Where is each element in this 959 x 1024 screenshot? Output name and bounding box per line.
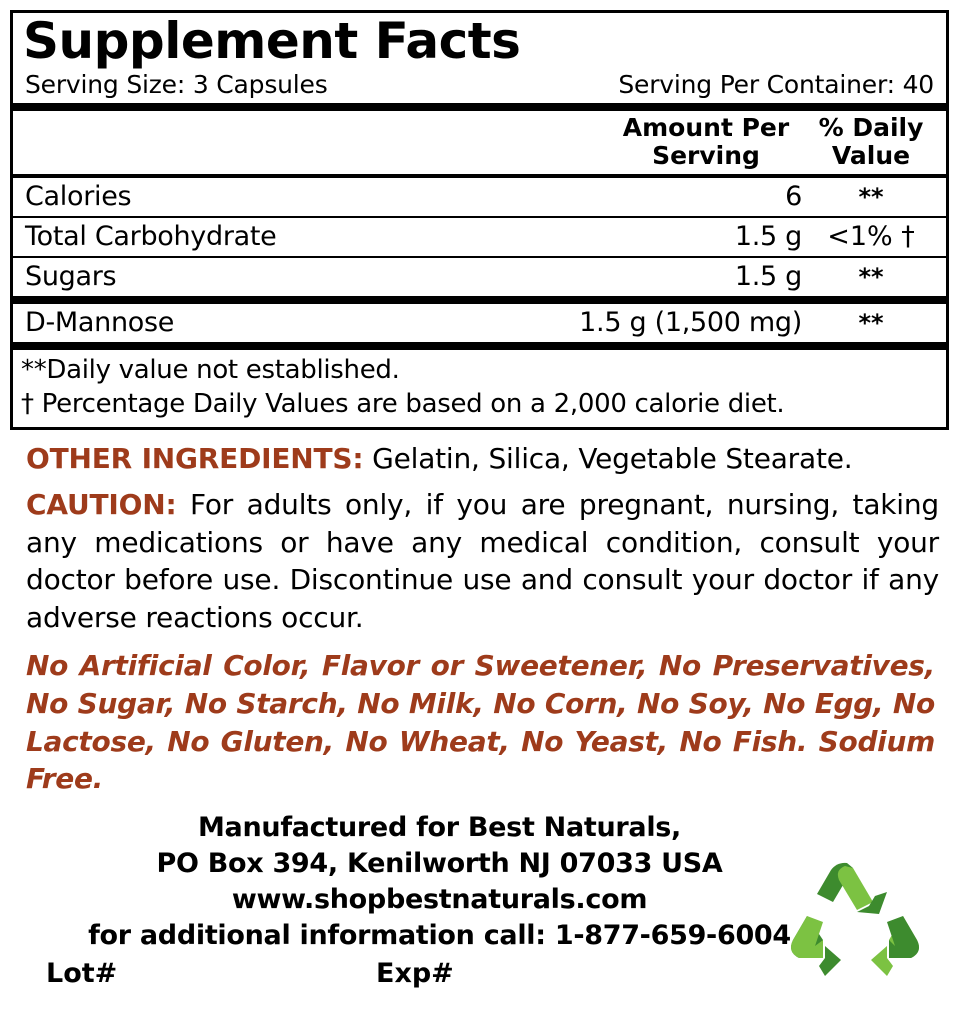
caution-label: CAUTION: [26,487,177,521]
dv-header-line2: Value [831,140,911,170]
nutrient-amount: 1.5 g [734,220,802,252]
other-ingredients-text: Gelatin, Silica, Vegetable Stearate. [363,442,853,476]
manufacturer-name: Manufactured for Best Naturals, [197,812,682,844]
dv-header-line1: % Daily [818,112,924,142]
divider-thick-top [13,103,946,111]
footnote-daily-value: **Daily value not established. [21,354,400,385]
servings-per-container: Serving Per Container: 40 [618,69,934,99]
other-ingredients [10,430,949,476]
nutrient-name: Sugars [25,260,117,292]
amount-header-line1: Amount Per [622,112,790,142]
amount-header-line2: Serving [652,140,760,170]
daily-value-header [806,114,936,170]
nutrient-name: Calories [25,180,132,212]
manufacturer-phone: for additional information call: 1-877-659-6004 [88,919,791,951]
manufacturer-website: www.shopbestnaturals.com [231,883,648,915]
other-ingredients-label: OTHER INGREDIENTS: [26,442,364,476]
serving-size: Serving Size: 3 Capsules [25,69,328,99]
panel-title: Supplement Facts [23,12,521,70]
footnote-percentage: † Percentage Daily Values are based on a 2,000 calorie diet. [21,388,785,419]
nutrient-dv: ** [858,308,884,337]
nutrient-dv: ** [858,182,884,211]
lot-number-label: Lot# [46,957,118,989]
table-row-highlight [13,304,946,342]
nutrient-amount: 1.5 g [734,260,802,292]
free-from-claims: No Artificial Color, Flavor or Sweetener, No Preservatives, No Sugar, No Starch, No Milk, No Corn, No Soy, No Egg, No Lactose, No Gluten, No Wheat, No Yeast, No Fish. Sodium Free. [26,648,935,796]
caution-block [10,476,949,637]
divider-above-highlight [13,296,946,304]
serving-info-row [13,68,946,103]
exp-date-label: Exp# [376,957,454,989]
column-headers [13,111,946,174]
supplement-facts-panel [10,10,949,430]
nutrient-dv: <1% † [827,220,915,252]
table-row [13,258,946,296]
nutrient-name: D-Mannose [25,306,175,338]
nutrient-dv: ** [858,262,884,291]
panel-footnotes [13,350,946,428]
nutrient-amount: 6 [785,180,802,212]
table-row [13,178,946,216]
manufacturer-address: PO Box 394, Kenilworth NJ 07033 USA [156,848,723,879]
nutrient-name: Total Carbohydrate [25,220,277,252]
recycle-icon [775,862,935,982]
divider-below-highlight [13,342,946,350]
caution-text: For adults only, if you are pregnant, nursing, taking any medications or have any medical condition, consult your doctor before use. Discontinue use and consult your doctor if any adverse reactions occur. [26,487,939,635]
nutrient-amount: 1.5 g (1,500 mg) [579,306,802,338]
table-row [13,218,946,256]
amount-per-serving-header [606,114,806,170]
